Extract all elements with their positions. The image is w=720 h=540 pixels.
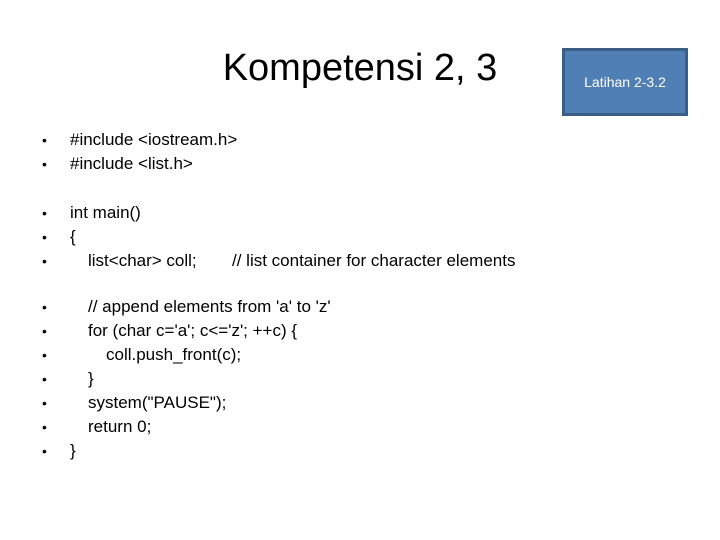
code-line (0, 415, 152, 439)
bullet: • (42, 156, 47, 172)
code-line (0, 343, 242, 367)
code-text: int main() (70, 203, 141, 222)
code-text: } (70, 441, 76, 460)
bullet: • (42, 205, 47, 221)
bullet: • (42, 323, 47, 339)
code-line (0, 152, 193, 176)
exercise-badge: Latihan 2-3.2 (562, 48, 688, 116)
code-text: coll.push_front(c); (106, 345, 242, 364)
code-line (0, 201, 141, 225)
code-text: } (88, 369, 94, 388)
code-line (0, 439, 76, 463)
code-line (0, 295, 331, 319)
code-comment: // list container for character elements (232, 251, 516, 270)
code-line (0, 249, 516, 273)
code-line (0, 128, 238, 152)
code-line (0, 225, 76, 249)
bullet: • (42, 371, 47, 387)
bullet: • (42, 253, 47, 269)
code-line (0, 391, 227, 415)
code-text: system("PAUSE"); (88, 393, 227, 412)
code-line (0, 367, 94, 391)
code-text: return 0; (88, 417, 152, 436)
code-text: { (70, 227, 76, 246)
code-text: #include <list.h> (70, 154, 193, 173)
code-comment: // append elements from 'a' to 'z' (88, 297, 331, 316)
bullet: • (42, 443, 47, 459)
code-text: list<char> coll; (88, 251, 197, 270)
bullet: • (42, 229, 47, 245)
code-line (0, 319, 298, 343)
bullet: • (42, 419, 47, 435)
bullet: • (42, 299, 47, 315)
bullet: • (42, 347, 47, 363)
code-text: #include <iostream.h> (70, 130, 238, 149)
bullet: • (42, 132, 47, 148)
code-text: for (char c='a'; c<='z'; ++c) { (88, 321, 298, 340)
slide-title: Kompetensi 2, 3 (222, 47, 498, 89)
bullet: • (42, 395, 47, 411)
